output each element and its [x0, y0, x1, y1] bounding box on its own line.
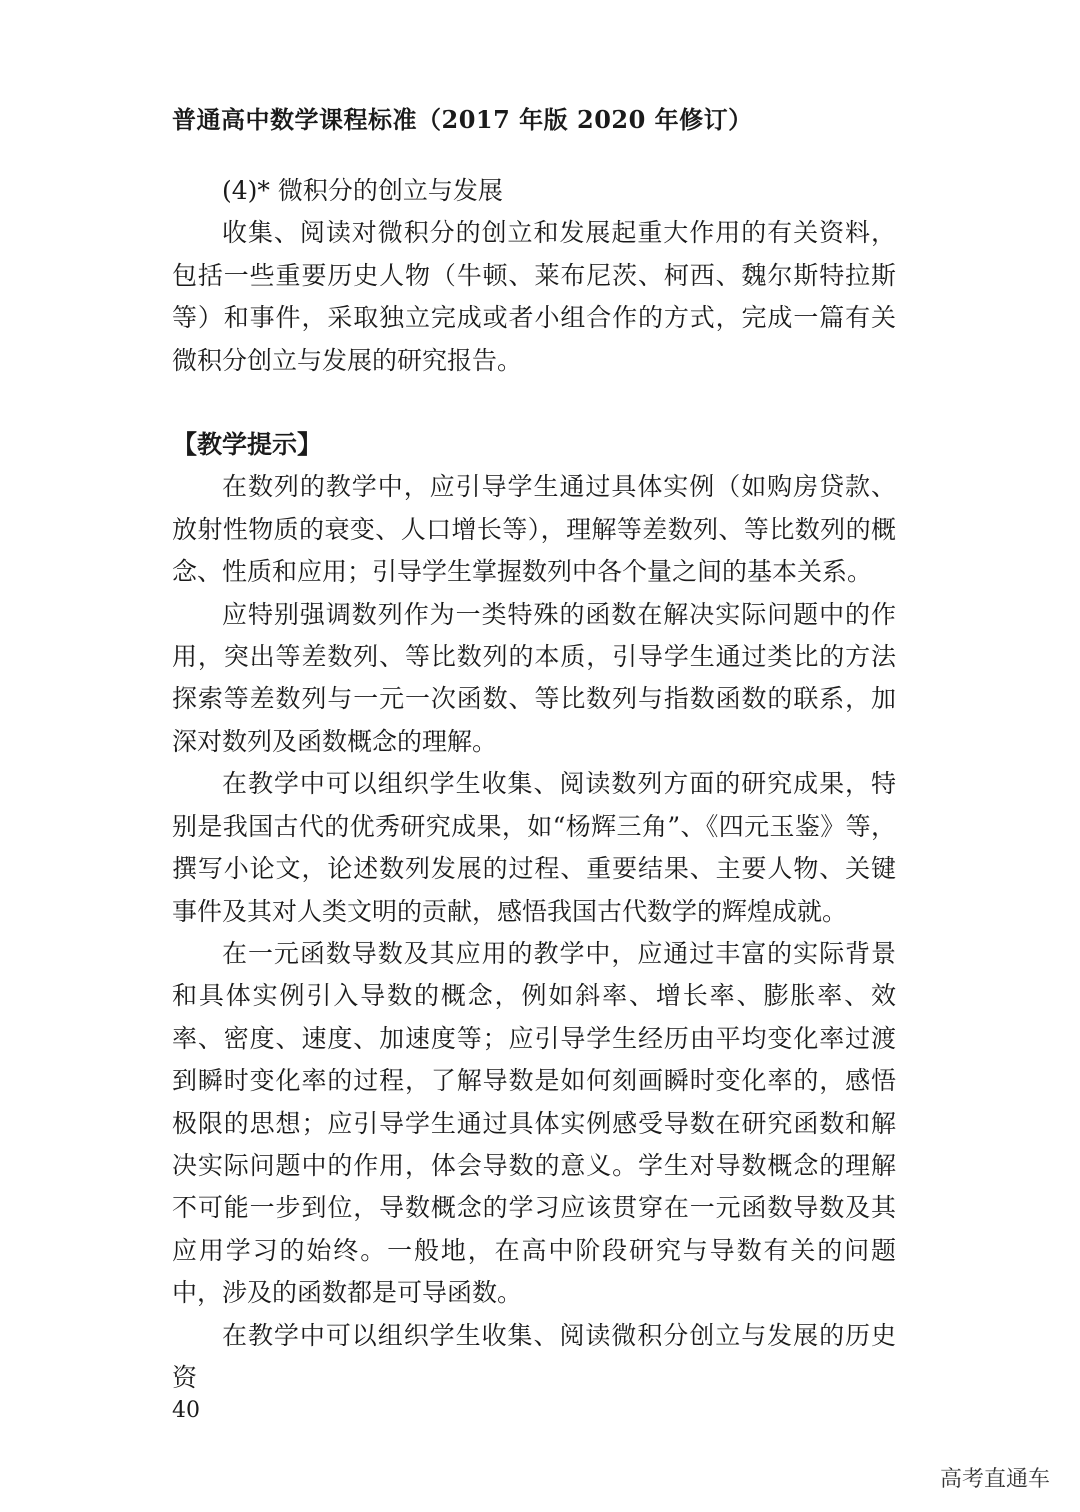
running-header: 普通高中数学课程标准（2017 年版 2020 年修订） — [172, 105, 753, 134]
teaching-tips-heading: 【教学提示】 — [172, 430, 323, 460]
teaching-tips-paragraph: 在教学中可以组织学生收集、阅读微积分创立与发展的历史资 — [172, 1320, 896, 1392]
section-spacer — [172, 382, 896, 424]
watermark: 高考直通车 — [939, 1467, 1050, 1492]
subsection-paragraph: 收集、阅读对微积分的创立和发展起重大作用的有关资料，包括一些重要历史人物（牛顿、莱布尼茨、柯西、魏尔斯特拉斯等）和事件，采取独立完成或者小组合作的方式，完成一篇有关微积分创立与发展的研究报告。 — [172, 218, 896, 375]
teaching-tips-paragraph: 在一元函数导数及其应用的教学中，应通过丰富的实际背景和具体实例引入导数的概念，例如斜率、增长率、膨胀率、效率、密度、速度、加速度等；应引导学生经历由平均变化率过渡到瞬时变化率的过程，了解导数是如何刻画瞬时变化率的，感悟极限的思想；应引导学生通过具体实例感受导数在研究函数和解决实际问题中的作用，体会导数的意义。学生对导数概念的理解不可能一步到位，导数概念的学习应该贯穿在一元函数导数及其应用学习的始终。一般地，在高中阶段研究与导数有关的问题中，涉及的函数都是可导函数。 — [172, 938, 896, 1308]
subsection-heading: (4)* 微积分的创立与发展 — [222, 176, 503, 205]
body-text — [172, 170, 896, 1399]
teaching-tips-paragraph: 在数列的教学中，应引导学生通过具体实例（如购房贷款、放射性物质的衰变、人口增长等），理解等差数列、等比数列的概念、性质和应用；引导学生掌握数列中各个量之间的基本关系。 — [172, 472, 896, 587]
teaching-tips-paragraph: 应特别强调数列作为一类特殊的函数在解决实际问题中的作用，突出等差数列、等比数列的本质，引导学生通过类比的方法探索等差数列与一元一次函数、等比数列与指数函数的联系，加深对数列及函数概念的理解。 — [172, 599, 896, 756]
page-number: 40 — [172, 1398, 200, 1423]
teaching-tips-paragraph: 在教学中可以组织学生收集、阅读数列方面的研究成果，特别是我国古代的优秀研究成果，如“杨辉三角”、《四元玉鉴》等，撰写小论文，论述数列发展的过程、重要结果、主要人物、关键事件及其对人类文明的贡献，感悟我国古代数学的辉煌成就。 — [172, 769, 896, 926]
